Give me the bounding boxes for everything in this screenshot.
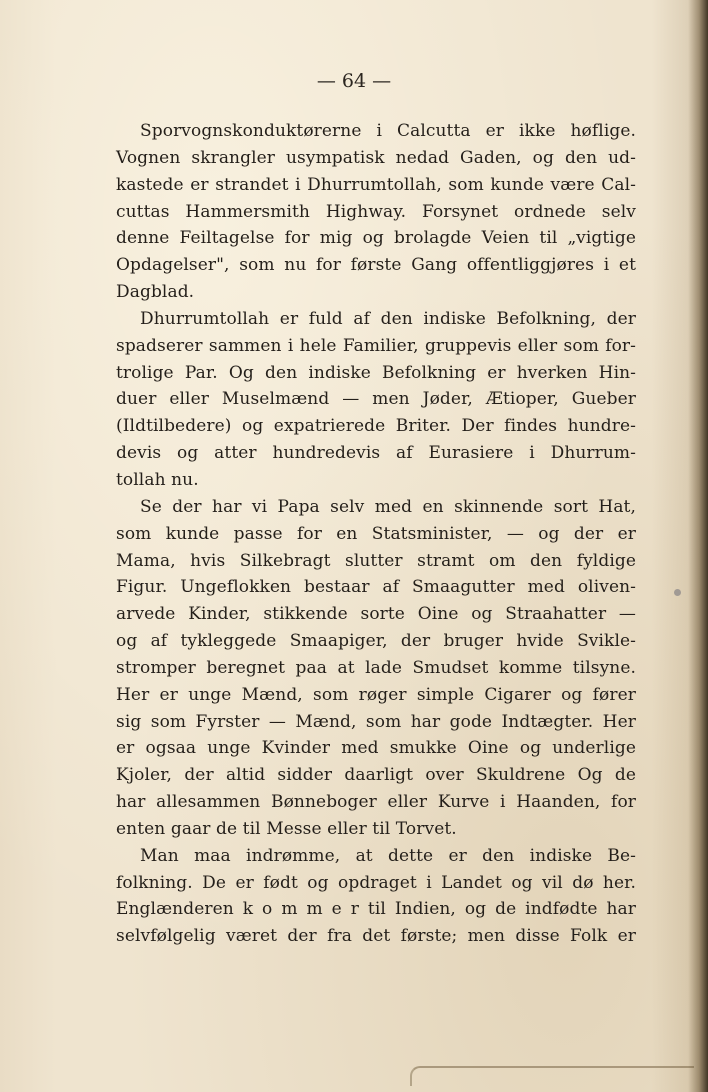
text-line: og af tykleggede Smaapiger, der bruger hvide Svikle- (116, 631, 636, 652)
text-line: tollah nu. (116, 469, 199, 490)
text-line: denne Feiltagelse for mig og brolagde Veien til „vigtige (116, 228, 636, 249)
text-line: Figur. Ungeflokken bestaar af Smaagutter med oliven- (116, 577, 636, 598)
text-line: stromper beregnet paa at lade Smudset komme tilsyne. (116, 657, 636, 678)
body-text (116, 118, 636, 950)
text-line: Se der har vi Papa selv med en skinnende sort Hat, (140, 496, 636, 517)
text-line: har allesammen Bønneboger eller Kurve i Haanden, for (116, 792, 636, 813)
text-line: cuttas Hammersmith Highway. Forsynet ordnede selv (116, 201, 636, 222)
text-line: Vognen skrangler usympatisk nedad Gaden, og den ud- (116, 147, 636, 168)
page-number: — 64 — (316, 70, 392, 92)
text-line: kastede er strandet i Dhurrumtollah, som kunde være Cal- (116, 174, 636, 195)
text-line: Dagblad. (116, 282, 195, 303)
text-line: spadserer sammen i hele Familier, gruppevis eller som for- (116, 335, 636, 356)
text-line: Her er unge Mænd, som røger simple Cigarer og fører (116, 684, 636, 705)
text-line: sig som Fyrster — Mænd, som har gode Indtægter. Her (116, 711, 636, 732)
text-line: er ogsaa unge Kvinder med smukke Oine og underlige (116, 738, 636, 759)
binding-shadow (688, 0, 708, 1092)
paper-stain (674, 589, 681, 596)
text-line: Man maa indrømme, at dette er den indiske Be- (140, 845, 636, 866)
text-line: Sporvognskonduktørerne i Calcutta er ikke høflige. (140, 121, 636, 141)
text-line: duer eller Muselmænd — men Jøder, Ætioper, Gueber (116, 389, 636, 410)
text-line: Mama, hvis Silkebragt slutter stramt om den fyldige (116, 550, 636, 571)
text-line: trolige Par. Og den indiske Befolkning er hverken Hin- (116, 362, 636, 383)
text-line: som kunde passe for en Statsminister, — og der er (116, 523, 636, 544)
text-line: selvfølgelig været der fra det første; men disse Folk er (116, 926, 636, 947)
text-line: Opdagelser", som nu for første Gang offentliggjøres i et (116, 255, 636, 276)
text-line: devis og atter hundredevis af Eurasiere i Dhurrum- (116, 443, 636, 464)
text-line: enten gaar de til Messe eller til Torvet. (116, 818, 457, 839)
text-line: Englænderen k o m m e r til Indien, og de indfødte har (116, 899, 636, 920)
text-line: arvede Kinder, stikkende sorte Oine og Straahatter — (116, 604, 636, 625)
text-line: (Ildtilbedere) og expatrierede Briter. Der findes hundre- (116, 416, 636, 437)
text-line: Dhurrumtollah er fuld af den indiske Befolkning, der (140, 308, 636, 329)
page-bottom-edge (410, 1066, 694, 1086)
text-line: Kjoler, der altid sidder daarligt over Skuldrene Og de (116, 765, 636, 786)
text-line: folkning. De er født og opdraget i Landet og vil dø her. (116, 872, 636, 893)
